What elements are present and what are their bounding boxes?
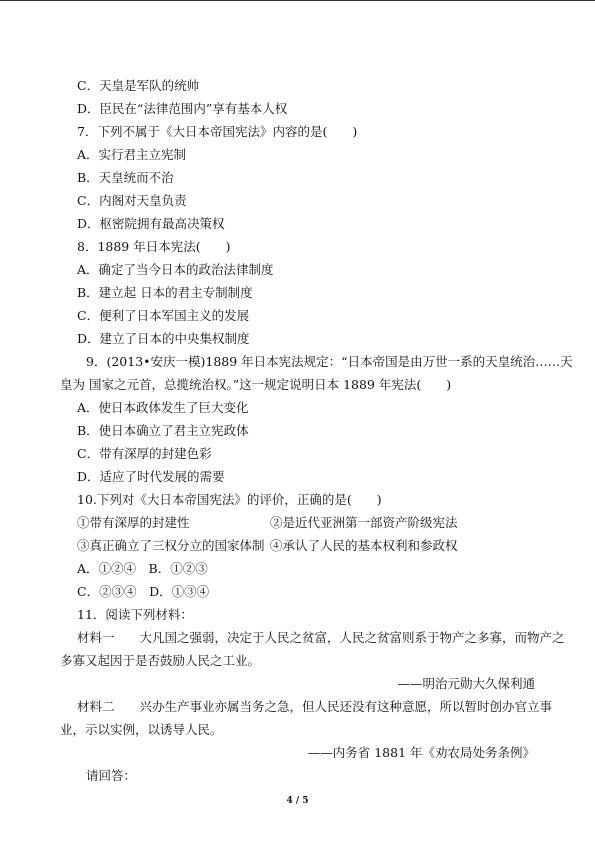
q9-option-a: A．使日本政体发生了巨大变化 [77, 400, 249, 415]
question-7-stem: 7．下列不属于《大日本帝国宪法》内容的是( ) [77, 124, 358, 139]
q7-option-c: C．内阁对天皇负责 [77, 193, 187, 208]
material-2-source: ——内务省 1881 年《劝农局处务条例》 [307, 745, 535, 760]
q6-option-d: D．臣民在“法律范围内”享有基本人权 [77, 101, 288, 116]
q8-option-a: A．确定了当今日本的政治法律制度 [77, 262, 274, 277]
q8-option-b: B．建立起 日本的君主专制制度 [77, 285, 253, 300]
q10-statement-4: ④承认了人民的基本权利和参政权 [270, 538, 458, 553]
top-border-line [0, 0, 595, 1]
q7-option-b: B．天皇统而不治 [77, 170, 174, 185]
material-1-source: ——明治元勋大久保利通 [397, 676, 535, 691]
material-2-line1: 材料二 兴办生产事业亦属当务之急，但人民还没有这种意愿，所以暂时创办官立事 [77, 699, 553, 714]
question-9-stem-line2: 皇为 国家之元首，总揽统治权。”这一规定说明日本 1889 年宪法( ) [60, 377, 452, 392]
material-2-line2: 业，示以实例，以诱导人民。 [60, 722, 223, 737]
q8-option-d: D．建立了日本的中央集权制度 [77, 331, 250, 346]
q7-option-d: D．枢密院拥有最高决策权 [77, 216, 225, 231]
material-1-line2: 多寡又起因于是否鼓励人民之工业。 [60, 653, 261, 668]
q9-option-d: D．适应了时代发展的需要 [77, 469, 225, 484]
q10-options-cd: C．②③④ D．①③④ [77, 584, 210, 599]
material-1-line1: 材料一 大凡国之强弱，决定于人民之贫富，人民之贫富则系于物产之多寡，而物产之 [77, 630, 565, 645]
q9-option-b: B．使日本确立了君主立宪政体 [77, 423, 249, 438]
q10-statement-1: ①带有深厚的封建性 [77, 515, 190, 530]
question-10-stem: 10.下列对《大日本帝国宪法》的评价，正确的是( ) [77, 492, 382, 507]
q8-option-c: C．便利了日本军国主义的发展 [77, 308, 250, 323]
q10-options-ab: A．①②④ B．①②③ [77, 561, 208, 576]
q10-statement-2: ②是近代亚洲第一部资产阶级宪法 [270, 515, 458, 530]
q10-statement-3: ③真正确立了三权分立的国家体制 [77, 538, 265, 553]
question-9-stem-line1: 9．(2013•安庆一模)1889 年日本宪法规定：“日本帝国是由万世一系的天皇统治……天 [86, 354, 573, 369]
q6-option-c: C．天皇是军队的统帅 [77, 78, 200, 93]
answer-prompt: 请回答： [86, 768, 137, 783]
question-11-stem: 11．阅读下列材料： [77, 607, 193, 622]
q7-option-a: A．实行君主立宪制 [77, 147, 187, 162]
page-number: 4 / 5 [286, 796, 309, 806]
question-8-stem: 8．1889 年日本宪法( ) [77, 239, 231, 254]
q9-option-c: C．带有深厚的封建色彩 [77, 446, 212, 461]
